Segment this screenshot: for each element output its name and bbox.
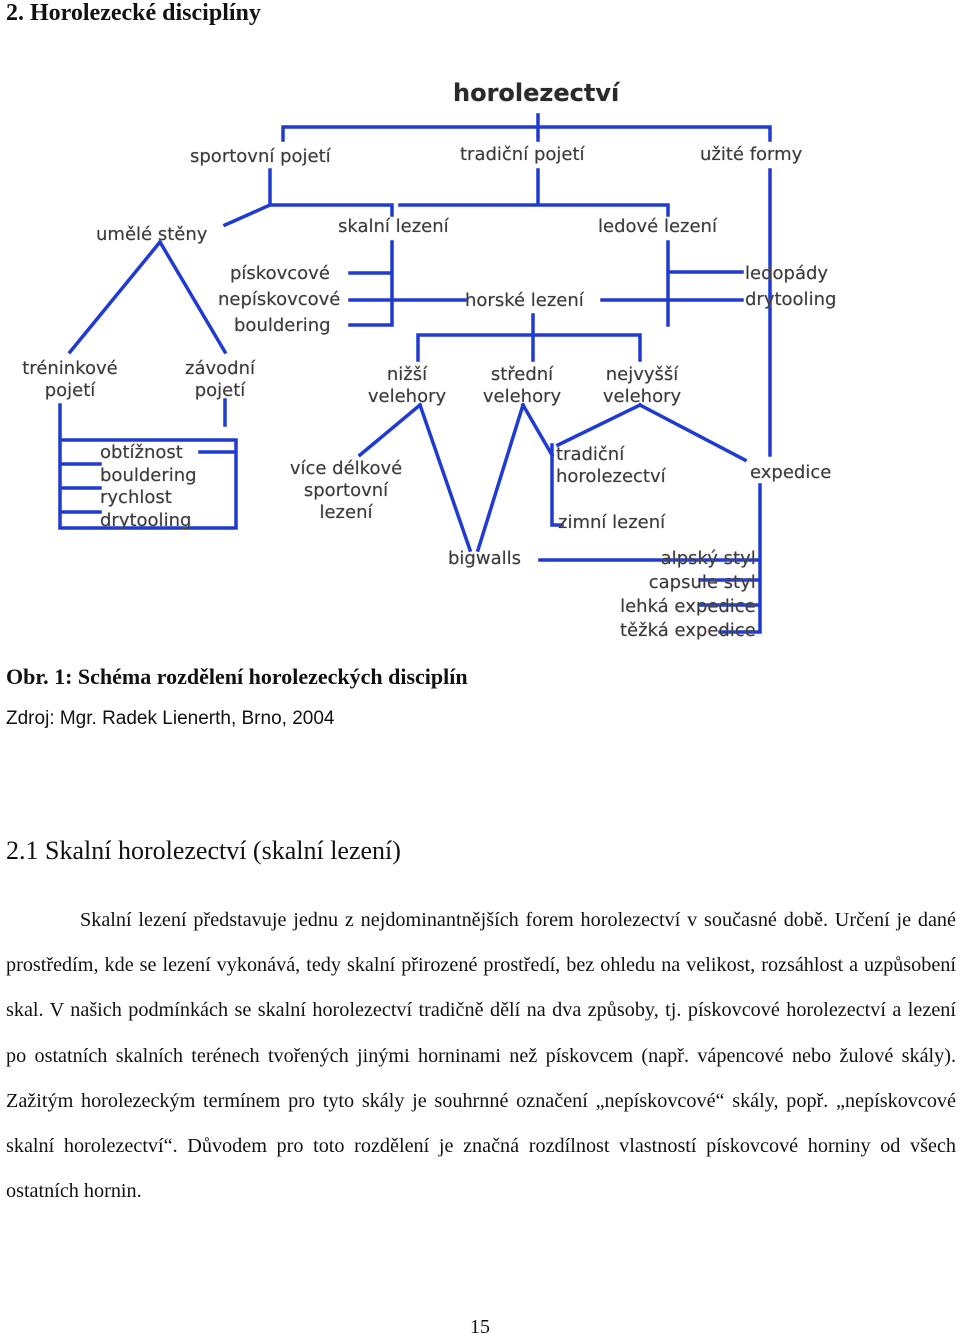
node-nejvyssi-velehory: nejvyšší velehory xyxy=(602,364,682,407)
figure-caption: Obr. 1: Schéma rozdělení horolezeckých disciplín xyxy=(6,664,468,689)
node-nizsi-velehory: nižší velehory xyxy=(367,364,447,407)
node-ledopady: ledopády xyxy=(745,263,829,284)
node-vicedelkove-lezeni: více délkové sportovní lezení xyxy=(289,458,403,523)
discipline-diagram xyxy=(0,60,960,650)
node-competition-list: obtížnost bouldering rychlost drytooling xyxy=(100,442,197,531)
node-horolezectvi: horolezectví xyxy=(453,79,620,107)
section-heading: 2. Horolezecké disciplíny xyxy=(6,0,261,26)
node-treninkove-pojeti: tréninkové pojetí xyxy=(22,358,118,401)
node-tradicni-pojeti: tradiční pojetí xyxy=(460,144,585,165)
node-sportovni-pojeti: sportovní pojetí xyxy=(190,146,331,167)
page-number: 15 xyxy=(470,1316,490,1338)
node-stredni-velehory: střední velehory xyxy=(482,364,562,407)
node-expedice: expedice xyxy=(750,462,832,483)
node-tradicni-horolezectvi: tradiční horolezectví xyxy=(556,444,666,487)
body-paragraph xyxy=(6,898,956,1214)
node-horske-lezeni: horské lezení xyxy=(465,290,584,311)
node-bigwalls: bigwalls xyxy=(448,548,521,569)
subsection-heading: 2.1 Skalní horolezectví (skalní lezení) xyxy=(6,836,401,865)
node-nepiskovcove: nepískovcové xyxy=(218,289,341,310)
node-umele-steny: umělé stěny xyxy=(96,224,208,245)
node-piskovcove: pískovcové xyxy=(230,263,330,284)
node-ledove-lezeni: ledové lezení xyxy=(598,216,717,237)
node-skalni-lezeni: skalní lezení xyxy=(338,216,449,237)
node-zimni-lezeni: zimní lezení xyxy=(558,512,666,533)
node-drytooling: drytooling xyxy=(745,289,837,310)
figure-source: Zdroj: Mgr. Radek Lienerth, Brno, 2004 xyxy=(6,708,335,729)
paragraph-text: Skalní lezení představuje jednu z nejdominantnějších forem horolezectví v současné době. Určení je dané prostředím, kde se lezení vykonává, tedy skalní přirozené prostředí, bez ohledu na velikost, rozsáhlost a uzpůsobení skal. V našich podmínkách se skalní horolezectví tradičně dělí na dva způsoby, tj. pískovcové horolezectví a lezení po ostatních skalních terénech tvořených jinými horninami než pískovcem (např. vápencové nebo žulové skály). Zažitým horolezeckým termínem pro tyto skály je souhrnné označení „nepískovcové“ skály, popř. „nepískovcové skalní horolezectví“. Důvodem pro toto rozdělení je značná rozdílnost vlastností pískovcové horniny od všech ostatních hornin. xyxy=(6,909,956,1203)
node-expedition-styles: alpský styl capsule styl lehká expedice těžká expedice xyxy=(620,548,756,641)
node-uzite-formy: užité formy xyxy=(700,144,803,165)
node-bouldering: bouldering xyxy=(234,315,331,336)
node-zavodni-pojeti: závodní pojetí xyxy=(185,358,255,401)
